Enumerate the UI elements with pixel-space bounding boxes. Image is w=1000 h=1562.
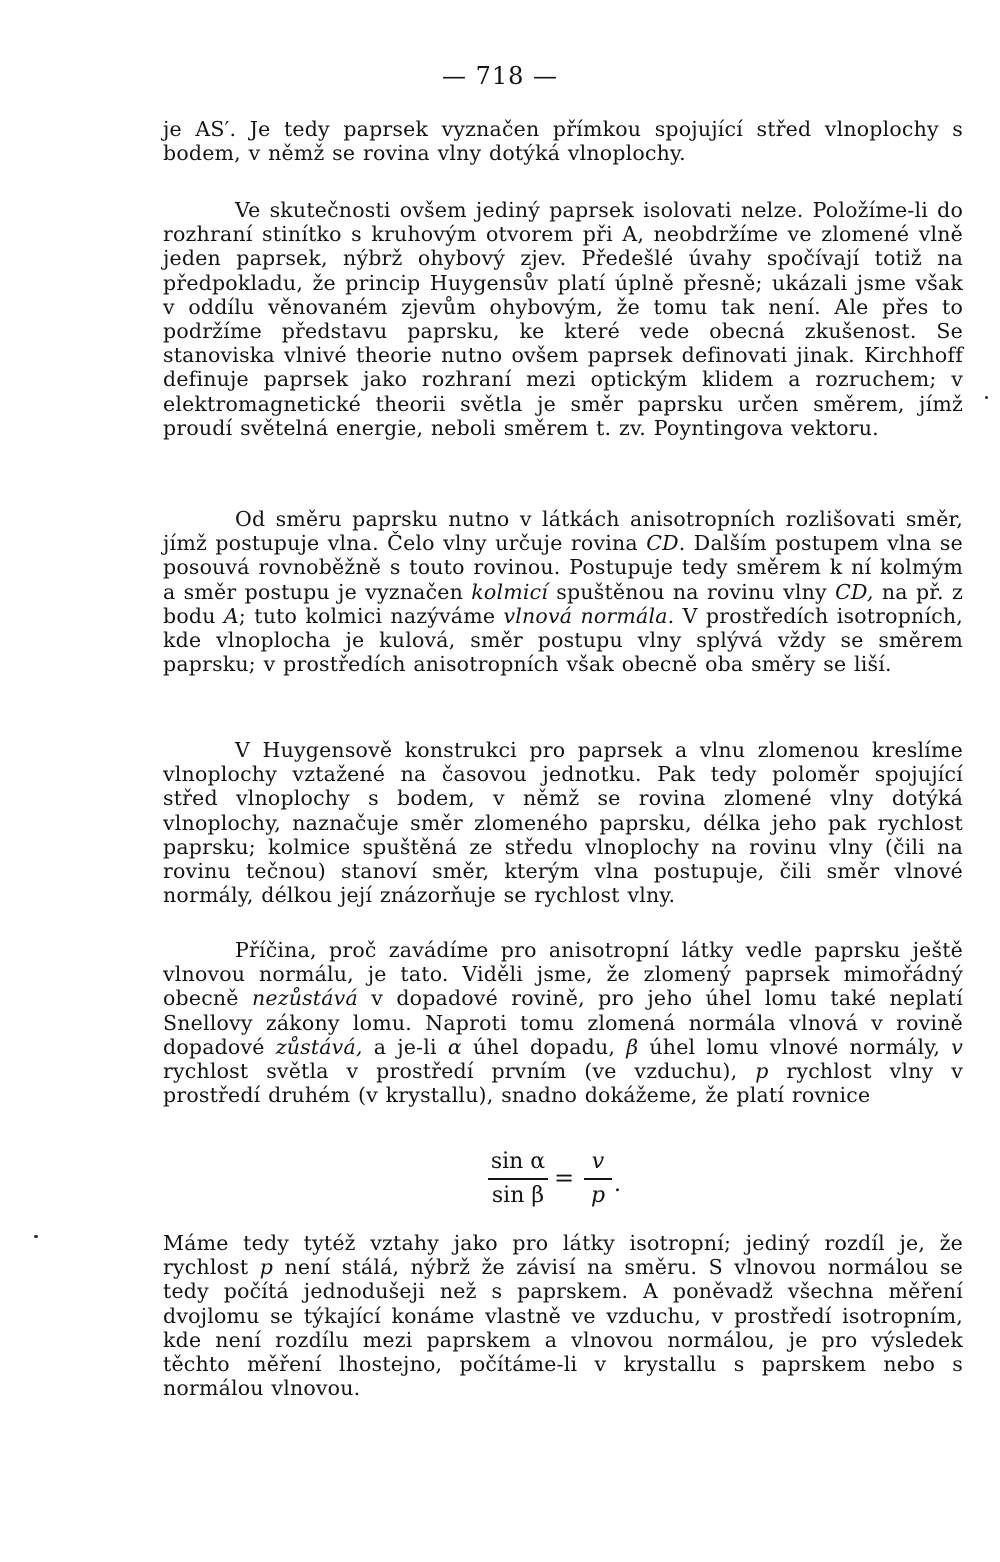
paragraph-3-text-f: V prostředích isotropních, kde vlnoplocha je kulová, směr postupu vlny splývá vždy se směrem paprsku; v prostředích anisotropních však obecně oba směry se liší. [163,603,964,677]
paragraph-5-text-e: úhel lomu vlnové normály, [638,1034,952,1059]
scan-speck-2 [985,396,988,399]
paragraph-3-em-cd: CD [646,531,679,556]
snell-formula [488,1148,638,1210]
paragraph-3-em-a: A [223,603,239,628]
paragraph-5-em-zustava: zůstává, [275,1034,363,1059]
paragraph-2: Ve skutečnosti ovšem jediný paprsek isolovati nelze. Položíme-li do rozhraní stinítko s kruhovým otvorem při A, neobdržíme ve zlomené vlně jeden paprsek, nýbrž ohybový zjev. Předešlé úvahy spočívají totiž na předpokladu, že princip Huygensův platí úplně přesně; ukázali jsme však v oddílu věnovaném zjevům ohybovým, že tomu tak není. Ale přes to podržíme představu paprsku, ke které vede obecná zkušenost. Se stanoviska vlnivé theorie nutno ovšem paprsek definovati jinak. Kirchhoff definuje paprsek jako rozhraní mezi optickým klidem a rozruchem; v elektromagnetické theorii světla je směr paprsku určen směrem, jímž proudí světelná energie, neboli směrem t. zv. Poyntingova vektoru. [163,198,963,440]
formula-lhs-fraction [488,1148,548,1210]
paragraph-3-em-cd-2: CD, [835,579,874,604]
paragraph-6-text-b: není stálá, nýbrž že závisí na směru. S vlnovou normálou se tedy počítá jednodušeji než s paprskem. A poněvadž všechna měření dvojlomu se týkající konáme vlastně ve vzduchu, v prostředí isotropním, kde není rozdílu mezi paprskem a vlnovou normálou, je pro výsledek těchto měření lhostejno, počítáme-li v krystallu s paprskem nebo s normálou vlnovou. [163,1255,963,1401]
paragraph-5-em-v: v [951,1034,963,1059]
paragraph-6-em-p: p [259,1255,274,1280]
scan-speck [34,1235,38,1238]
formula-equals-sign: = [554,1164,575,1192]
formula-lhs-numerator: sin α [490,1149,546,1174]
paragraph-3-em-kolmici: kolmicí [471,579,549,604]
page-number: — 718 — [441,62,559,90]
paragraph-5-text-f: rychlost světla v prostředí prvním (ve vzduchu), [163,1059,756,1084]
formula-lhs-fraction-bar [488,1178,548,1180]
paragraph-3-text-d: na př. z bodu [163,579,963,628]
paragraph-3-text-b: . Dalším postupem vlna se posouvá rovnoběžně s touto rovinou. Postupuje tedy směrem k ní kolmým a směr postupu je vyznačen [163,531,963,604]
paragraph-3 [163,507,963,676]
paragraph-5-text-b: v dopadové rovině, pro jeho úhel lomu také neplatí Snellovy zákony lomu. Naproti tomu zlomená normála vlnová v rovině dopadové [163,986,963,1059]
paragraph-3-text-a: Od směru paprsku nutno v látkách anisotropních rozlišovati směr, jímž postupuje vlna. Čelo vlny určuje rovina [163,507,963,556]
paragraph-5-em-beta: β [626,1034,639,1059]
paragraph-5-em-alpha: α [447,1034,462,1059]
paragraph-5-text-g: rychlost vlny v prostředí druhém (v krystallu), snadno dokážeme, že platí rovnice [163,1059,963,1108]
paragraph-3-text-c: spuštěnou na rovinu vlny [548,579,836,604]
paragraph-1: je AS′. Je tedy paprsek vyznačen přímkou spojující střed vlnoplochy s bodem, v němž se rovina vlny dotýká vlnoplochy. [163,117,963,166]
formula-rhs-denominator: p [590,1183,606,1208]
formula-lhs-denominator: sin β [491,1183,545,1208]
paragraph-6 [163,1231,963,1400]
paragraph-4: V Huygensově konstrukci pro paprsek a vlnu zlomenou kreslíme vlnoplochy vztažené na časovou jednotku. Pak tedy poloměr spojující střed vlnoplochy s bodem, v němž se rovina zlomené vlny dotýká vlnoplochy, naznačuje směr zlomeného paprsku, délka jeho pak rychlost paprsku; kolmice spuštěná ze středu vlnoplochy na rovinu vlny (čili na rovinu tečnou) stanoví směr, kterým vlna postupuje, čili směr vlnové normály, délkou její znázorňuje se rychlost vlny. [163,738,963,908]
paragraph-5-text-a: Příčina, proč zavádíme pro anisotropní látky vedle paprsku ještě vlnovou normálu, je tato. Viděli jsme, že zlomený paprsek mimořádný obecně [163,938,963,1011]
paragraph-5 [163,938,963,1107]
paragraph-5-text-c: a je-li [362,1034,448,1059]
formula-rhs-numerator: v [591,1149,605,1174]
formula-rhs-fraction-bar [584,1178,612,1180]
paragraph-3-em-vlnova-normala: vlnová normála. [503,603,675,628]
paragraph-5-em-p: p [755,1059,769,1084]
paragraph-6-text-a: Máme tedy tytéž vztahy jako pro látky isotropní; jediný rozdíl je, že rychlost [163,1231,963,1280]
formula-rhs-fraction [584,1148,612,1210]
paragraph-5-text-d: úhel dopadu, [461,1034,627,1059]
paragraph-5-em-nezustava: nezůstává [251,986,358,1011]
paragraph-3-text-e: ; tuto kolmici nazýváme [238,603,504,628]
formula-end-period: . [614,1172,621,1197]
